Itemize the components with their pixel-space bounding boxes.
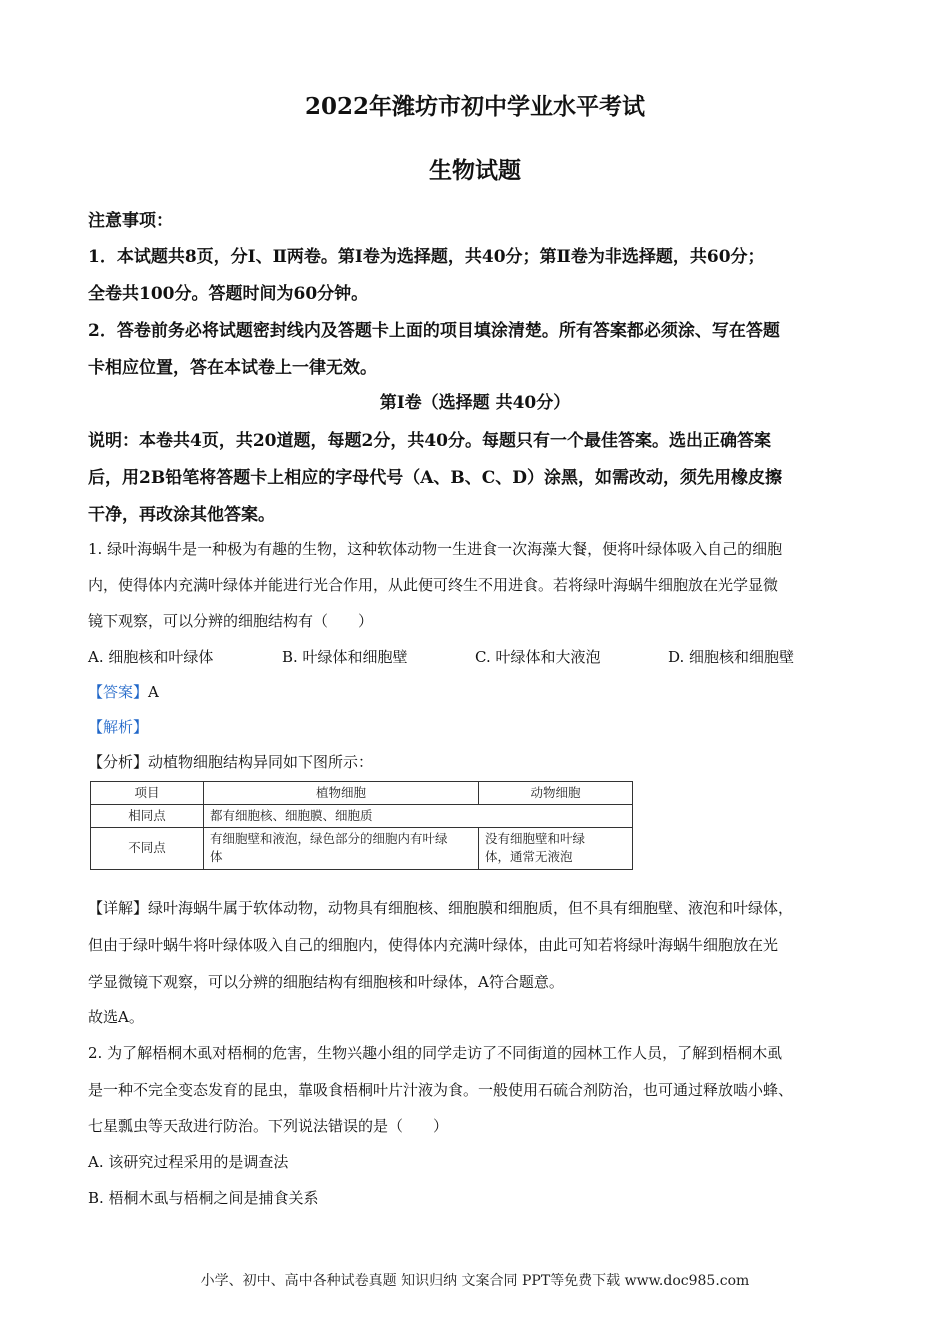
cell-comparison-table (90, 781, 633, 870)
table-header-cell: 项目 (91, 782, 204, 805)
q2-stem-line-2: 是一种不完全变态发育的昆虫，靠吸食梧桐叶片汁液为食。一般使用石硫合剂防治，也可通过释放啮小蜂、 (88, 1081, 794, 1099)
q2-stem-line-1: 2. 为了解梧桐木虱对梧桐的危害，生物兴趣小组的同学走访了不同街道的园林工作人员，了解到梧桐木虱 (88, 1044, 783, 1062)
q2-option-b: B. 梧桐木虱与梧桐之间是捕食关系 (88, 1189, 319, 1207)
table-cell-line: 体，通常无液泡 (485, 849, 573, 865)
q1-stem-line-3: 镜下观察，可以分辨的细胞结构有（ ） (88, 612, 374, 630)
table-cell-line: 没有细胞壁和叶绿 (485, 831, 586, 847)
q1-detail-line-2: 但由于绿叶蜗牛将叶绿体吸入自己的细胞内，使得体内充满叶绿体，由此可知若将绿叶海蜗牛细胞放在光 (88, 936, 779, 954)
q2-stem-line-3: 七星瓢虫等天敌进行防治。下列说法错误的是（ ） (88, 1117, 449, 1135)
q1-stem-line-1: 1. 绿叶海蜗牛是一种极为有趣的生物，这种软体动物一生进食一次海藻大餐，便将叶绿体吸入自己的细胞 (88, 540, 783, 558)
exam-title: 2022年潍坊市初中学业水平考试 (304, 93, 645, 120)
q1-conclusion: 故选A。 (88, 1008, 144, 1026)
table-cell (204, 828, 479, 869)
table-header-cell: 动物细胞 (479, 782, 633, 805)
table-header-row (91, 782, 633, 805)
q1-option-a: A. 细胞核和叶绿体 (88, 648, 214, 666)
table-cell-line: 体 (210, 849, 223, 865)
table-cell: 都有细胞核、细胞膜、细胞质 (204, 805, 633, 828)
q1-option-d: D. 细胞核和细胞壁 (668, 648, 795, 666)
detail-tag: 【详解】 (88, 899, 149, 917)
notice-item-1-line-2: 全卷共100分。答题时间为60分钟。 (88, 284, 369, 304)
table-cell: 不同点 (91, 828, 204, 869)
fenxi-text: 动植物细胞结构异同如下图所示： (148, 753, 374, 771)
answer-value: A (148, 683, 159, 701)
notice-item-2-line-1: 2．答卷前务必将试题密封线内及答题卡上面的项目填涂清楚。所有答案都必须涂、写在答题 (88, 321, 780, 341)
analysis-tag: 【解析】 (88, 718, 149, 736)
page-footer: 小学、初中、高中各种试卷真题 知识归纳 文案合同 PPT等免费下载 www.doc985.com (200, 1273, 750, 1289)
q1-answer (88, 681, 159, 702)
q1-option-c: C. 叶绿体和大液泡 (475, 648, 601, 666)
exam-subtitle: 生物试题 (429, 157, 521, 184)
table-cell: 相同点 (91, 805, 204, 828)
notice-item-1-line-1: 1．本试题共8页，分Ⅰ、Ⅱ两卷。第Ⅰ卷为选择题，共40分；第Ⅱ卷为非选择题，共60分； (88, 247, 765, 267)
table-cell-line: 有细胞壁和液泡，绿色部分的细胞内有叶绿 (210, 831, 448, 847)
section-1-desc-line-1: 说明：本卷共4页，共20道题，每题2分，共40分。每题只有一个最佳答案。选出正确答案 (88, 431, 771, 451)
table-row (91, 805, 633, 828)
q1-stem-line-2: 内，使得体内充满叶绿体并能进行光合作用，从此便可终生不用进食。若将绿叶海蜗牛细胞放在光学显微 (88, 576, 779, 594)
q2-option-a: A. 该研究过程采用的是调查法 (88, 1153, 289, 1171)
table-row (91, 828, 633, 869)
section-1-desc-line-2: 后，用2B铅笔将答题卡上相应的字母代号（A、B、C、D）涂黑，如需改动，须先用橡皮擦 (88, 468, 783, 488)
notice-item-2-line-2: 卡相应位置，答在本试卷上一律无效。 (88, 358, 377, 378)
table-cell (479, 828, 633, 869)
answer-tag: 【答案】 (88, 683, 149, 701)
notice-heading: 注意事项： (88, 211, 173, 231)
table-header-cell: 植物细胞 (204, 782, 479, 805)
section-1-desc-line-3: 干净，再改涂其他答案。 (88, 505, 275, 525)
fenxi-tag: 【分析】 (88, 753, 149, 771)
q1-detail-line-1 (88, 897, 793, 918)
detail-text: 绿叶海蜗牛属于软体动物，动物具有细胞核、细胞膜和细胞质，但不具有细胞壁、液泡和叶绿体， (148, 899, 794, 917)
q1-fenxi (88, 751, 373, 772)
q1-option-b: B. 叶绿体和细胞壁 (282, 648, 408, 666)
section-1-heading: 第Ⅰ卷（选择题 共40分） (379, 393, 571, 413)
q1-detail-line-3: 学显微镜下观察，可以分辨的细胞结构有细胞核和叶绿体，A符合题意。 (88, 973, 564, 991)
